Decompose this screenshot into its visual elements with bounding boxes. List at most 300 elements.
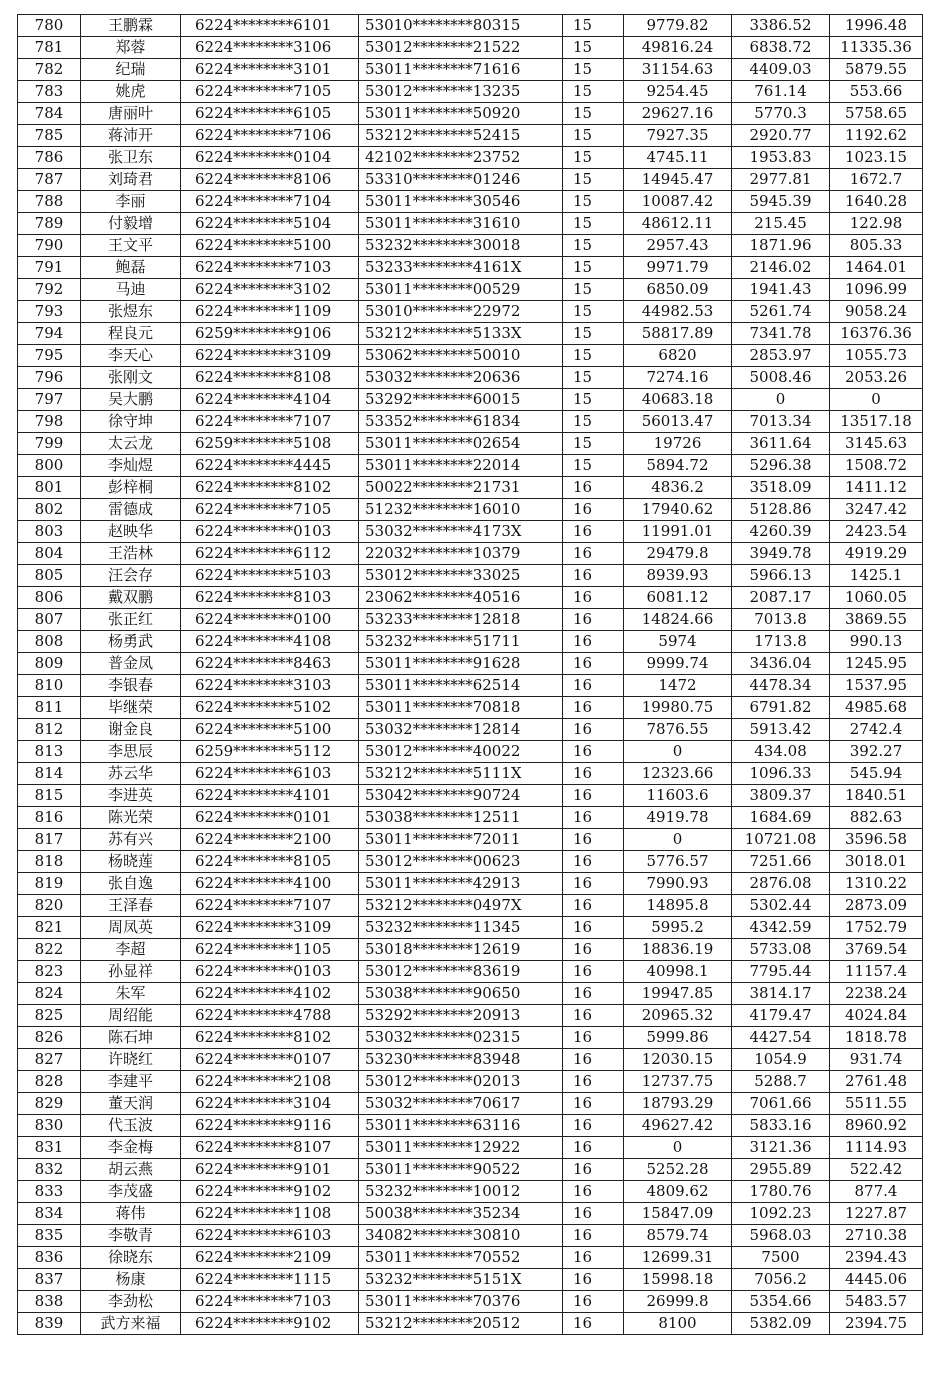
amount-1-cell: 7876.55: [624, 719, 732, 741]
row-number-cell: 782: [18, 59, 81, 81]
group-number-cell: 15: [563, 279, 624, 301]
group-number-cell: 16: [563, 675, 624, 697]
id-number-cell: 53232********51711: [359, 631, 563, 653]
amount-1-cell: 8939.93: [624, 565, 732, 587]
table-row: [18, 939, 923, 961]
amount-2-cell: 5968.03: [732, 1225, 830, 1247]
table-row: [18, 1291, 923, 1313]
person-name-cell: 徐守坤: [81, 411, 181, 433]
row-number-cell: 808: [18, 631, 81, 653]
amount-1-cell: 4809.62: [624, 1181, 732, 1203]
id-number-cell: 34082********30810: [359, 1225, 563, 1247]
amount-3-cell: 990.13: [830, 631, 923, 653]
id-number-cell: 53038********90650: [359, 983, 563, 1005]
id-number-cell: 50022********21731: [359, 477, 563, 499]
table-row: [18, 59, 923, 81]
amount-2-cell: 1054.9: [732, 1049, 830, 1071]
row-number-cell: 821: [18, 917, 81, 939]
amount-3-cell: 1310.22: [830, 873, 923, 895]
amount-1-cell: 58817.89: [624, 323, 732, 345]
table-row: [18, 499, 923, 521]
amount-1-cell: 9254.45: [624, 81, 732, 103]
id-number-cell: 53310********01246: [359, 169, 563, 191]
table-row: [18, 1137, 923, 1159]
id-number-cell: 53010********22972: [359, 301, 563, 323]
amount-3-cell: 1055.73: [830, 345, 923, 367]
group-number-cell: 16: [563, 697, 624, 719]
amount-3-cell: 1996.48: [830, 15, 923, 37]
id-number-cell: 53011********70818: [359, 697, 563, 719]
id-number-cell: 53011********12922: [359, 1137, 563, 1159]
person-name-cell: 李金梅: [81, 1137, 181, 1159]
amount-3-cell: 11335.36: [830, 37, 923, 59]
amount-2-cell: 4260.39: [732, 521, 830, 543]
amount-2-cell: 2876.08: [732, 873, 830, 895]
bank-card-number-cell: 6224********7105: [181, 499, 359, 521]
amount-3-cell: 1060.05: [830, 587, 923, 609]
row-number-cell: 838: [18, 1291, 81, 1313]
id-number-cell: 53011********90522: [359, 1159, 563, 1181]
row-number-cell: 804: [18, 543, 81, 565]
table-row: [18, 1159, 923, 1181]
amount-1-cell: 31154.63: [624, 59, 732, 81]
amount-3-cell: 5511.55: [830, 1093, 923, 1115]
amount-1-cell: 8100: [624, 1313, 732, 1335]
bank-card-number-cell: 6224********7107: [181, 411, 359, 433]
id-number-cell: 50038********35234: [359, 1203, 563, 1225]
amount-3-cell: 4985.68: [830, 697, 923, 719]
table-row: [18, 565, 923, 587]
row-number-cell: 783: [18, 81, 81, 103]
amount-2-cell: 5945.39: [732, 191, 830, 213]
group-number-cell: 15: [563, 389, 624, 411]
amount-3-cell: 1023.15: [830, 147, 923, 169]
person-name-cell: 张刚文: [81, 367, 181, 389]
amount-2-cell: 4409.03: [732, 59, 830, 81]
bank-card-number-cell: 6224********0100: [181, 609, 359, 631]
group-number-cell: 15: [563, 411, 624, 433]
group-number-cell: 16: [563, 1049, 624, 1071]
row-number-cell: 817: [18, 829, 81, 851]
amount-1-cell: 6820: [624, 345, 732, 367]
amount-3-cell: 2742.4: [830, 719, 923, 741]
row-number-cell: 824: [18, 983, 81, 1005]
row-number-cell: 780: [18, 15, 81, 37]
person-name-cell: 张卫东: [81, 147, 181, 169]
amount-3-cell: 16376.36: [830, 323, 923, 345]
amount-3-cell: 3769.54: [830, 939, 923, 961]
amount-3-cell: 805.33: [830, 235, 923, 257]
person-name-cell: 普金凤: [81, 653, 181, 675]
amount-2-cell: 6838.72: [732, 37, 830, 59]
bank-card-number-cell: 6259********5112: [181, 741, 359, 763]
amount-2-cell: 1871.96: [732, 235, 830, 257]
amount-3-cell: 122.98: [830, 213, 923, 235]
row-number-cell: 839: [18, 1313, 81, 1335]
table-row: [18, 631, 923, 653]
person-name-cell: 李茂盛: [81, 1181, 181, 1203]
person-name-cell: 代玉波: [81, 1115, 181, 1137]
amount-1-cell: 5776.57: [624, 851, 732, 873]
id-number-cell: 53012********21522: [359, 37, 563, 59]
table-row: [18, 961, 923, 983]
amount-1-cell: 12699.31: [624, 1247, 732, 1269]
id-number-cell: 53011********62514: [359, 675, 563, 697]
row-number-cell: 800: [18, 455, 81, 477]
amount-1-cell: 1472: [624, 675, 732, 697]
person-name-cell: 苏有兴: [81, 829, 181, 851]
amount-2-cell: 1092.23: [732, 1203, 830, 1225]
group-number-cell: 16: [563, 741, 624, 763]
id-number-cell: 53232********11345: [359, 917, 563, 939]
person-name-cell: 孙显祥: [81, 961, 181, 983]
row-number-cell: 781: [18, 37, 81, 59]
amount-3-cell: 11157.4: [830, 961, 923, 983]
bank-card-number-cell: 6224********4102: [181, 983, 359, 1005]
group-number-cell: 16: [563, 477, 624, 499]
person-name-cell: 郑蓉: [81, 37, 181, 59]
amount-2-cell: 5288.7: [732, 1071, 830, 1093]
person-name-cell: 王泽春: [81, 895, 181, 917]
group-number-cell: 16: [563, 1115, 624, 1137]
person-name-cell: 杨勇武: [81, 631, 181, 653]
row-number-cell: 823: [18, 961, 81, 983]
bank-card-number-cell: 6224********0107: [181, 1049, 359, 1071]
amount-2-cell: 5833.16: [732, 1115, 830, 1137]
amount-1-cell: 49816.24: [624, 37, 732, 59]
id-number-cell: 53011********70552: [359, 1247, 563, 1269]
table-row: [18, 1027, 923, 1049]
row-number-cell: 784: [18, 103, 81, 125]
bank-card-number-cell: 6224********1109: [181, 301, 359, 323]
amount-2-cell: 7341.78: [732, 323, 830, 345]
amount-2-cell: 2853.97: [732, 345, 830, 367]
bank-card-number-cell: 6224********0101: [181, 807, 359, 829]
amount-3-cell: 392.27: [830, 741, 923, 763]
group-number-cell: 16: [563, 719, 624, 741]
person-name-cell: 刘琦君: [81, 169, 181, 191]
amount-3-cell: 8960.92: [830, 1115, 923, 1137]
table-row: [18, 1049, 923, 1071]
id-number-cell: 53038********12511: [359, 807, 563, 829]
table-row: [18, 1005, 923, 1027]
amount-1-cell: 5995.2: [624, 917, 732, 939]
id-number-cell: 53011********42913: [359, 873, 563, 895]
id-number-cell: 53012********83619: [359, 961, 563, 983]
person-name-cell: 董天润: [81, 1093, 181, 1115]
table-row: [18, 895, 923, 917]
table-row: [18, 15, 923, 37]
row-number-cell: 834: [18, 1203, 81, 1225]
amount-1-cell: 9999.74: [624, 653, 732, 675]
group-number-cell: 15: [563, 37, 624, 59]
amount-1-cell: 0: [624, 741, 732, 763]
bank-card-number-cell: 6224********5100: [181, 235, 359, 257]
bank-card-number-cell: 6224********4100: [181, 873, 359, 895]
group-number-cell: 15: [563, 191, 624, 213]
group-number-cell: 15: [563, 323, 624, 345]
person-name-cell: 太云龙: [81, 433, 181, 455]
data-table: [17, 14, 923, 1335]
person-name-cell: 毕继荣: [81, 697, 181, 719]
table-row: [18, 851, 923, 873]
bank-card-number-cell: 6224********6103: [181, 1225, 359, 1247]
amount-1-cell: 48612.11: [624, 213, 732, 235]
amount-1-cell: 29479.8: [624, 543, 732, 565]
amount-3-cell: 3247.42: [830, 499, 923, 521]
group-number-cell: 16: [563, 653, 624, 675]
amount-1-cell: 12323.66: [624, 763, 732, 785]
amount-1-cell: 40683.18: [624, 389, 732, 411]
amount-3-cell: 1672.7: [830, 169, 923, 191]
amount-1-cell: 56013.47: [624, 411, 732, 433]
amount-2-cell: 5128.86: [732, 499, 830, 521]
amount-2-cell: 5261.74: [732, 301, 830, 323]
group-number-cell: 16: [563, 1159, 624, 1181]
table-row: [18, 169, 923, 191]
table-row: [18, 609, 923, 631]
amount-3-cell: 9058.24: [830, 301, 923, 323]
table-row: [18, 873, 923, 895]
id-number-cell: 53018********12619: [359, 939, 563, 961]
id-number-cell: 51232********16010: [359, 499, 563, 521]
amount-3-cell: 2423.54: [830, 521, 923, 543]
id-number-cell: 53062********50010: [359, 345, 563, 367]
amount-2-cell: 2146.02: [732, 257, 830, 279]
amount-2-cell: 3121.36: [732, 1137, 830, 1159]
row-number-cell: 819: [18, 873, 81, 895]
amount-1-cell: 29627.16: [624, 103, 732, 125]
row-number-cell: 793: [18, 301, 81, 323]
table-row: [18, 477, 923, 499]
amount-3-cell: 1818.78: [830, 1027, 923, 1049]
amount-2-cell: 7795.44: [732, 961, 830, 983]
table-row: [18, 37, 923, 59]
amount-3-cell: 522.42: [830, 1159, 923, 1181]
bank-card-number-cell: 6224********7104: [181, 191, 359, 213]
amount-3-cell: 2238.24: [830, 983, 923, 1005]
amount-1-cell: 12737.75: [624, 1071, 732, 1093]
id-number-cell: 53212********52415: [359, 125, 563, 147]
amount-3-cell: 553.66: [830, 81, 923, 103]
bank-card-number-cell: 6224********3103: [181, 675, 359, 697]
bank-card-number-cell: 6224********4445: [181, 455, 359, 477]
row-number-cell: 786: [18, 147, 81, 169]
table-row: [18, 235, 923, 257]
row-number-cell: 812: [18, 719, 81, 741]
amount-2-cell: 10721.08: [732, 829, 830, 851]
group-number-cell: 15: [563, 81, 624, 103]
amount-1-cell: 7927.35: [624, 125, 732, 147]
amount-2-cell: 3814.17: [732, 983, 830, 1005]
document-page: [17, 14, 922, 1335]
row-number-cell: 814: [18, 763, 81, 785]
person-name-cell: 李丽: [81, 191, 181, 213]
amount-2-cell: 1953.83: [732, 147, 830, 169]
person-name-cell: 苏云华: [81, 763, 181, 785]
bank-card-number-cell: 6224********6105: [181, 103, 359, 125]
group-number-cell: 15: [563, 169, 624, 191]
id-number-cell: 42102********23752: [359, 147, 563, 169]
person-name-cell: 陈石坤: [81, 1027, 181, 1049]
id-number-cell: 53032********02315: [359, 1027, 563, 1049]
person-name-cell: 许晓红: [81, 1049, 181, 1071]
person-name-cell: 周凤英: [81, 917, 181, 939]
amount-1-cell: 10087.42: [624, 191, 732, 213]
table-row: [18, 125, 923, 147]
group-number-cell: 15: [563, 235, 624, 257]
person-name-cell: 李银春: [81, 675, 181, 697]
table-row: [18, 345, 923, 367]
amount-3-cell: 1245.95: [830, 653, 923, 675]
table-row: [18, 543, 923, 565]
row-number-cell: 791: [18, 257, 81, 279]
person-name-cell: 李建平: [81, 1071, 181, 1093]
amount-3-cell: 3869.55: [830, 609, 923, 631]
bank-card-number-cell: 6224********8105: [181, 851, 359, 873]
amount-1-cell: 18793.29: [624, 1093, 732, 1115]
bank-card-number-cell: 6224********8463: [181, 653, 359, 675]
id-number-cell: 53032********20636: [359, 367, 563, 389]
person-name-cell: 纪瑞: [81, 59, 181, 81]
bank-card-number-cell: 6224********8102: [181, 1027, 359, 1049]
amount-1-cell: 5894.72: [624, 455, 732, 477]
table-row: [18, 719, 923, 741]
bank-card-number-cell: 6224********7103: [181, 1291, 359, 1313]
table-row: [18, 1115, 923, 1137]
id-number-cell: 53011********70376: [359, 1291, 563, 1313]
table-row: [18, 389, 923, 411]
row-number-cell: 827: [18, 1049, 81, 1071]
group-number-cell: 16: [563, 565, 624, 587]
amount-2-cell: 7013.34: [732, 411, 830, 433]
id-number-cell: 53212********20512: [359, 1313, 563, 1335]
amount-2-cell: 5008.46: [732, 367, 830, 389]
table-row: [18, 257, 923, 279]
group-number-cell: 15: [563, 15, 624, 37]
amount-2-cell: 1941.43: [732, 279, 830, 301]
row-number-cell: 789: [18, 213, 81, 235]
bank-card-number-cell: 6224********7106: [181, 125, 359, 147]
group-number-cell: 16: [563, 1225, 624, 1247]
row-number-cell: 829: [18, 1093, 81, 1115]
amount-2-cell: 4478.34: [732, 675, 830, 697]
amount-2-cell: 3809.37: [732, 785, 830, 807]
group-number-cell: 16: [563, 961, 624, 983]
group-number-cell: 15: [563, 125, 624, 147]
amount-1-cell: 49627.42: [624, 1115, 732, 1137]
person-name-cell: 李天心: [81, 345, 181, 367]
person-name-cell: 杨康: [81, 1269, 181, 1291]
row-number-cell: 798: [18, 411, 81, 433]
group-number-cell: 16: [563, 1247, 624, 1269]
group-number-cell: 15: [563, 433, 624, 455]
row-number-cell: 785: [18, 125, 81, 147]
group-number-cell: 16: [563, 521, 624, 543]
amount-1-cell: 2957.43: [624, 235, 732, 257]
bank-card-number-cell: 6224********8106: [181, 169, 359, 191]
amount-2-cell: 3949.78: [732, 543, 830, 565]
amount-2-cell: 7013.8: [732, 609, 830, 631]
amount-3-cell: 1840.51: [830, 785, 923, 807]
person-name-cell: 张正红: [81, 609, 181, 631]
bank-card-number-cell: 6224********2109: [181, 1247, 359, 1269]
group-number-cell: 16: [563, 807, 624, 829]
table-row: [18, 191, 923, 213]
bank-card-number-cell: 6224********9116: [181, 1115, 359, 1137]
table-row: [18, 367, 923, 389]
amount-1-cell: 4836.2: [624, 477, 732, 499]
table-row: [18, 983, 923, 1005]
amount-3-cell: 3018.01: [830, 851, 923, 873]
id-number-cell: 53032********70617: [359, 1093, 563, 1115]
amount-3-cell: 5879.55: [830, 59, 923, 81]
row-number-cell: 803: [18, 521, 81, 543]
bank-card-number-cell: 6224********5100: [181, 719, 359, 741]
amount-3-cell: 3145.63: [830, 433, 923, 455]
row-number-cell: 830: [18, 1115, 81, 1137]
table-row: [18, 1313, 923, 1335]
amount-2-cell: 4427.54: [732, 1027, 830, 1049]
id-number-cell: 22032********10379: [359, 543, 563, 565]
bank-card-number-cell: 6259********9106: [181, 323, 359, 345]
amount-3-cell: 882.63: [830, 807, 923, 829]
amount-2-cell: 5354.66: [732, 1291, 830, 1313]
row-number-cell: 795: [18, 345, 81, 367]
table-row: [18, 807, 923, 829]
amount-3-cell: 1425.1: [830, 565, 923, 587]
bank-card-number-cell: 6224********3106: [181, 37, 359, 59]
person-name-cell: 李思辰: [81, 741, 181, 763]
amount-1-cell: 14895.8: [624, 895, 732, 917]
amount-2-cell: 4179.47: [732, 1005, 830, 1027]
table-row: [18, 697, 923, 719]
group-number-cell: 16: [563, 763, 624, 785]
group-number-cell: 15: [563, 367, 624, 389]
amount-1-cell: 4919.78: [624, 807, 732, 829]
id-number-cell: 53352********61834: [359, 411, 563, 433]
person-name-cell: 李进英: [81, 785, 181, 807]
amount-3-cell: 1640.28: [830, 191, 923, 213]
bank-card-number-cell: 6224********9102: [181, 1181, 359, 1203]
amount-1-cell: 26999.8: [624, 1291, 732, 1313]
amount-2-cell: 5913.42: [732, 719, 830, 741]
amount-3-cell: 13517.18: [830, 411, 923, 433]
amount-1-cell: 14945.47: [624, 169, 732, 191]
person-name-cell: 蒋伟: [81, 1203, 181, 1225]
amount-3-cell: 2710.38: [830, 1225, 923, 1247]
row-number-cell: 802: [18, 499, 81, 521]
person-name-cell: 李灿煜: [81, 455, 181, 477]
person-name-cell: 唐丽叶: [81, 103, 181, 125]
id-number-cell: 53232********10012: [359, 1181, 563, 1203]
amount-1-cell: 8579.74: [624, 1225, 732, 1247]
bank-card-number-cell: 6224********3104: [181, 1093, 359, 1115]
amount-2-cell: 2920.77: [732, 125, 830, 147]
id-number-cell: 53011********63116: [359, 1115, 563, 1137]
bank-card-number-cell: 6224********7105: [181, 81, 359, 103]
amount-2-cell: 1684.69: [732, 807, 830, 829]
id-number-cell: 53011********71616: [359, 59, 563, 81]
group-number-cell: 16: [563, 983, 624, 1005]
row-number-cell: 799: [18, 433, 81, 455]
table-row: [18, 763, 923, 785]
amount-2-cell: 5382.09: [732, 1313, 830, 1335]
amount-3-cell: 1096.99: [830, 279, 923, 301]
amount-3-cell: 2394.75: [830, 1313, 923, 1335]
group-number-cell: 15: [563, 301, 624, 323]
amount-1-cell: 5999.86: [624, 1027, 732, 1049]
